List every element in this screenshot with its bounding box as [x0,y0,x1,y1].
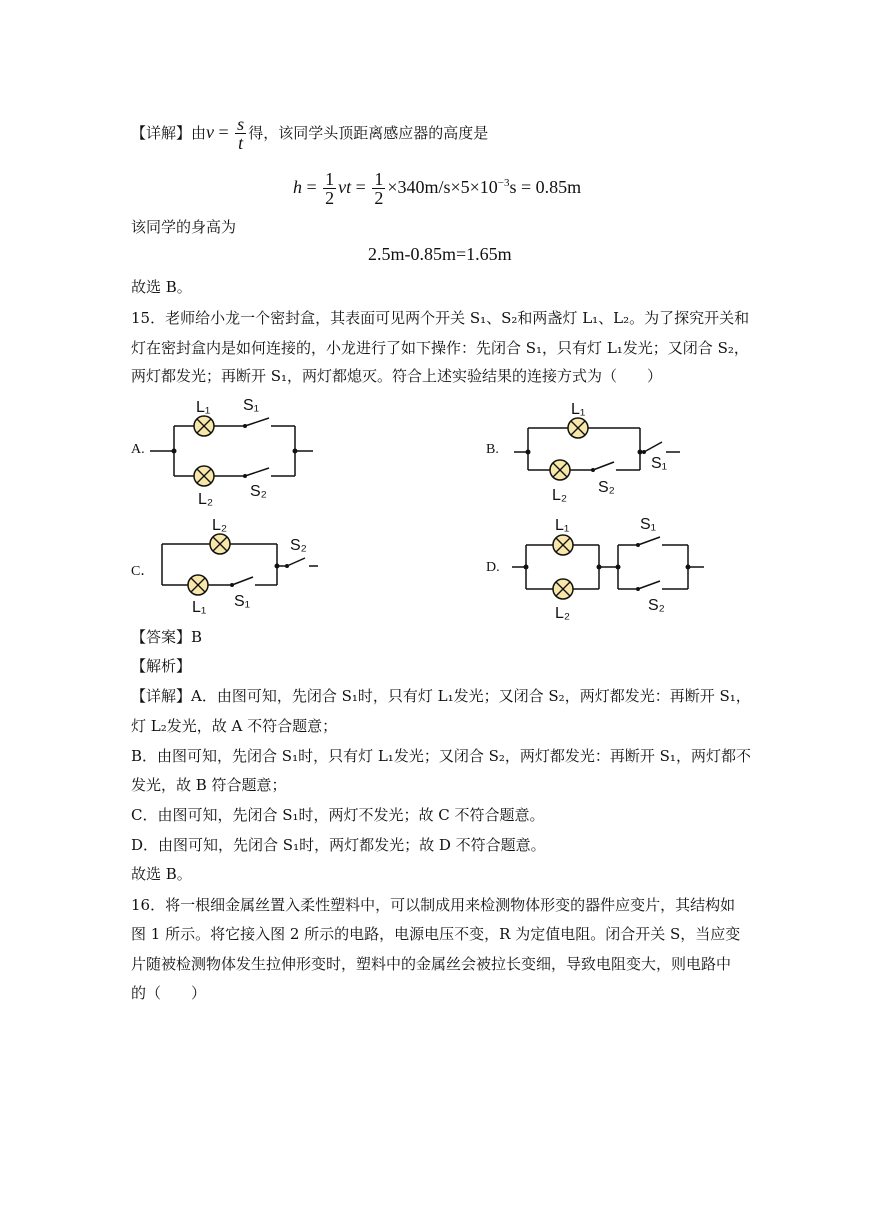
var-h: h [293,177,302,197]
detail-suffix: 得，该同学头顶距离感应器的高度是 [248,124,489,142]
label-l2: L₂ [555,605,571,622]
frac-den: 2 [325,188,335,209]
eq-sign: = [351,177,371,197]
circuit-c [150,514,325,619]
label-l2: L₂ [552,487,568,504]
height-result-equation: 2.5m-0.85m=1.65m [368,244,512,264]
fraction-half [323,170,336,207]
detail2-line1: 【详解】A．由图可知，先闭合 S₁时，只有灯 L₁发光；又闭合 S₂，两灯都发光：再断开 S₁， [131,687,751,705]
frac-den: 2 [374,188,384,209]
q16-line4: 的（ ） [131,984,207,1002]
option-b-label: B. [486,442,499,457]
frac-num: 1 [325,169,335,190]
frac-num: 1 [374,169,384,190]
circuit-a [150,392,325,507]
label-l2: L₂ [198,491,214,507]
detail2-line5: C．由图可知，先闭合 S₁时，两灯不发光；故 C 不符合题意。 [131,806,545,824]
label-s2: S₂ [290,537,307,554]
label-l2: L₂ [212,517,228,534]
eq-tail: s = 0.85m [509,177,582,197]
detail2-line4: 发光，故 B 符合题意； [131,776,287,794]
frac-den: t [238,133,244,154]
q16-line1: 16．将一根细金属丝置入柔性塑料中，可以制成用来检测物体形变的器件应变片，其结构如 [131,896,736,914]
label-s1: S₁ [243,397,260,414]
label-s2: S₂ [250,483,267,500]
detail2-line6: D．由图可知，先闭合 S₁时，两灯都发光；故 D 不符合题意。 [131,836,546,854]
detail2-line3: B．由图可知，先闭合 S₁时，只有灯 L₁发光；又闭合 S₂，两灯都发光：再断开 S₁，两灯都不 [131,747,751,765]
height-intro: 该同学的身高为 [131,218,237,236]
q16-line2: 图 1 所示。将它接入图 2 所示的电路，电源电压不变，R 为定值电阻。闭合开关 S，当应变 [131,925,741,943]
detail-formula-line [131,112,488,153]
circuit-d [508,514,708,624]
eq-rest: ×340m/s×5×10 [387,177,498,197]
q15-line3: 两灯都发光；再断开 S₁，两灯都熄灭。符合上述实验结果的连接方式为（ ） [131,367,663,385]
label-s1: S₁ [640,516,657,533]
label-l1: L₁ [571,401,586,418]
detail2-line7: 故选 B。 [131,865,192,883]
choose-b-1: 故选 B。 [131,278,192,296]
q15-line2: 灯在密封盒内是如何连接的，小龙进行了如下操作：先闭合 S₁，只有灯 L₁发光；又闭合 S₂， [131,339,749,357]
height-equation [293,163,581,207]
label-s2: S₂ [598,479,615,496]
q16-line3: 片随被检测物体发生拉伸形变时，塑料中的金属丝会被拉长变细，导致电阻变大，则电路中 [131,955,732,973]
label-s1: S₁ [234,593,251,610]
label-s1: S₁ [651,455,668,472]
fraction-s-over-t [235,115,246,152]
var-vt: vt [338,177,352,197]
detail-prefix: 【详解】由 [131,124,207,142]
detail2-line2: 灯 L₂发光，故 A 不符合题意； [131,717,338,735]
fraction-half-2 [372,170,385,207]
option-d-label: D. [486,560,500,575]
option-a-label: A. [131,442,145,457]
eq-sign: = [302,177,322,197]
analysis-heading: 【解析】 [131,657,192,675]
label-l1: L₁ [555,517,570,534]
var-v: v [206,122,215,142]
label-s2: S₂ [648,597,665,614]
answer-line: 【答案】B [131,628,203,646]
label-l1: L₁ [192,599,207,616]
option-c-label: C． [131,564,155,579]
eq-sign: = [214,122,234,142]
label-l1: L₁ [196,399,211,416]
q15-line1: 15．老师给小龙一个密封盒，其表面可见两个开关 S₁、S₂和两盏灯 L₁、L₂。为了探究开关和 [131,309,750,327]
frac-num: s [237,114,245,135]
circuit-b [508,398,698,508]
exponent: −3 [497,177,510,189]
